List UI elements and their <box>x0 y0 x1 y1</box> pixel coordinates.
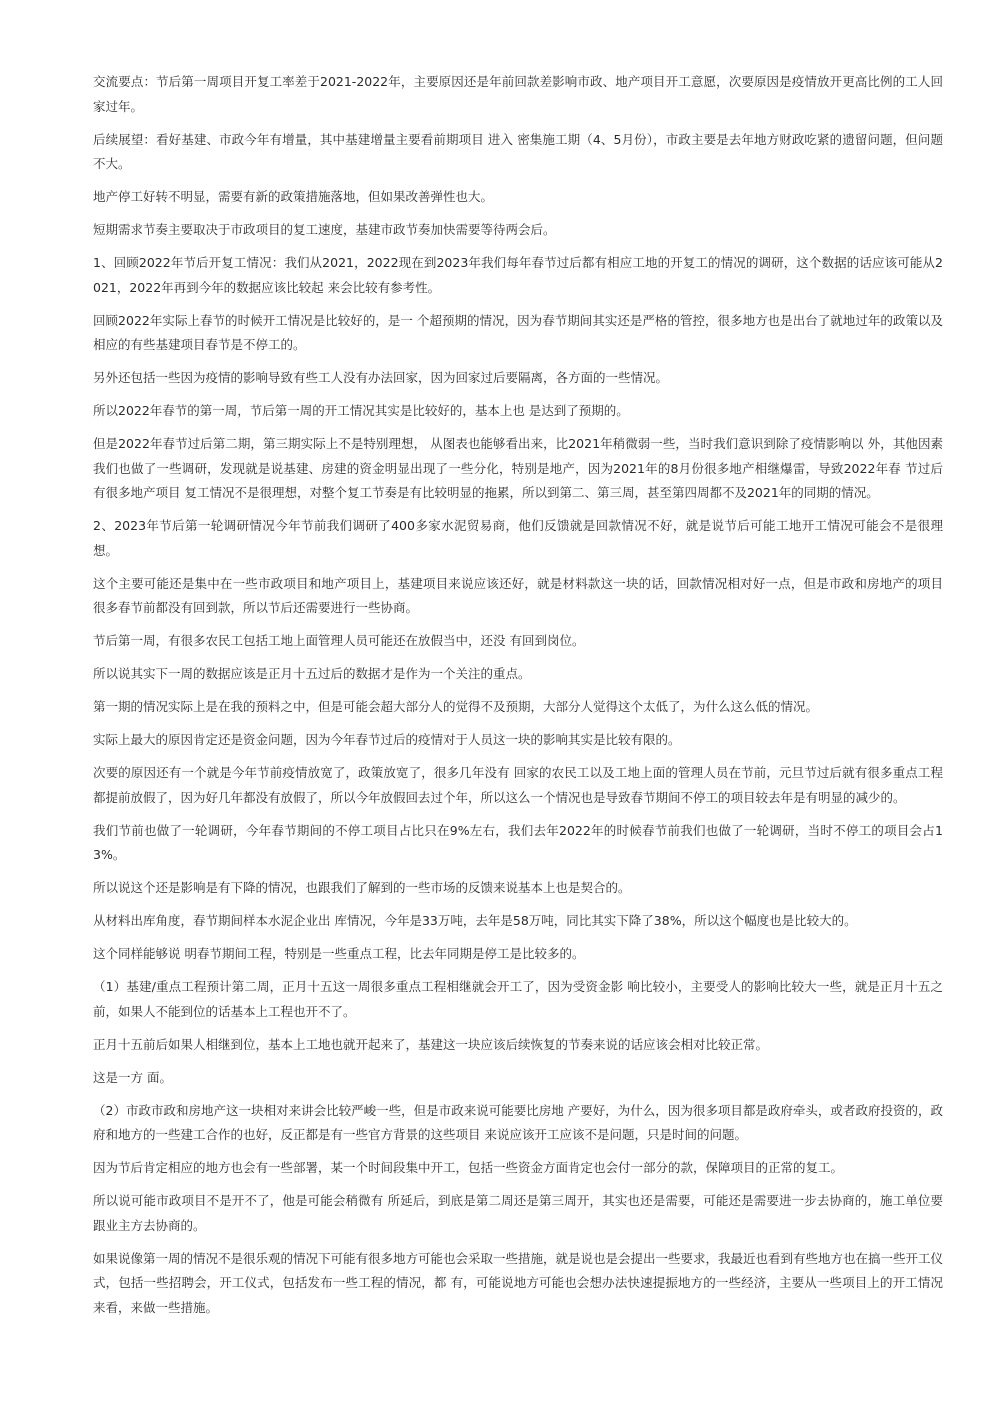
paragraph: 短期需求节奏主要取决于市政项目的复工速度，基建市政节奏加快需要等待两会后。 <box>93 222 556 237</box>
paragraph: 次要的原因还有一个就是今年节前疫情放宽了，政策放宽了，很多几年没有 回家的农民工以及工地上面的管理人员在节前，元旦节过后就有很多重点工程都提前放假了，因为好几年都没有放假了，所以今年放假回去过个年，所以这么一个情况也是导致春节期间不停工的项目较去年是有明显的减少的。 <box>93 765 943 805</box>
paragraph: 正月十五前后如果人相继到位，基本上工地也就开起来了，基建这一块应该后续恢复的节奏来说的话应该会相对比较正常。 <box>93 1036 769 1052</box>
paragraph-subsection-2: （2）市政市政和房地产这一块相对来讲会比较严峻一些，但是市政来说可能要比房地 产要好，为什么，因为很多项目都是政府牵头，或者政府投资的，政府和地方的一些建工合作的也好，反正都是有一些官方背景的这些项目 来说应该开工应该不是问题，只是时间的问题。 <box>93 1102 943 1142</box>
paragraph: 这个主要可能还是集中在一些市政项目和地产项目上，基建项目来说应该还好，就是材料款这一块的话，回款情况相对好一点，但是市政和房地产的项目 很多春节前都没有回到款，所以节后还需要进行一些协商。 <box>93 575 943 615</box>
paragraph: 如果说像第一周的情况不是很乐观的情况下可能有很多地方可能也会采取一些措施，就是说也是会提出一些要求，我最近也看到有些地方也在搞一些开工仪式，包括一些招聘会，开工仪式，包括发布一些工程的情况，都 有，可能说地方可能也会想办法快速提振地方的一些经济，主要从一些项目上的开工情况来看，来做一些措施。 <box>93 1250 944 1315</box>
paragraph: 所以说这个还是影响是有下降的情况，也跟我们了解到的一些市场的反馈来说基本上也是契合的。 <box>93 880 631 895</box>
paragraph: 地产停工好转不明显，需要有新的政策措施落地，但如果改善弹性也大。 <box>93 189 494 204</box>
paragraph-section-2: 2、2023年节后第一轮调研情况今年节前我们调研了400多家水泥贸易商，他们反馈就是回款情况不好，就是说节后可能工地开工情况可能会不是很理想。 <box>93 518 943 558</box>
paragraph-subsection-1: （1）基建/重点工程预计第二周，正月十五这一周很多重点工程相继就会开工了，因为受资金影 响比较小，主要受人的影响比较大一些，就是正月十五之前，如果人不能到位的话基本上工程也开不了。 <box>93 979 943 1019</box>
paragraph: 第一期的情况实际上是在我的预料之中，但是可能会超大部分人的觉得不及预期，大部分人觉得这个太低了，为什么这么低的情况。 <box>93 699 819 714</box>
paragraph: 实际上最大的原因肯定还是资金问题，因为今年春节过后的疫情对于人员这一块的影响其实是比较有限的。 <box>93 732 681 747</box>
paragraph-key-points: 交流要点：节后第一周项目开复工率差于2021-2022年，主要原因还是年前回款差影响市政、地产项目开工意愿，次要原因是疫情放开更高比例的工人回家过年。 <box>93 74 943 114</box>
paragraph: 我们节前也做了一轮调研，今年春节期间的不停工项目占比只在9%左右，我们去年2022年的时候春节前我们也做了一轮调研，当时不停工的项目会占13%。 <box>93 822 943 862</box>
document-body <box>93 70 943 1329</box>
paragraph-outlook: 后续展望：看好基建、市政今年有增量，其中基建增量主要看前期项目 进入 密集施工期（4、5月份），市政主要是去年地方财政吃紧的遗留问题，但问题 不大。 <box>93 131 943 171</box>
paragraph: 节后第一周，有很多农民工包括工地上面管理人员可能还在放假当中，还没 有回到岗位。 <box>93 633 585 648</box>
paragraph: 这个同样能够说 明春节期间工程，特别是一些重点工程，比去年同期是停工是比较多的。 <box>93 946 585 961</box>
paragraph: 所以说可能市政项目不是开不了，他是可能会稍微有 所延后，到底是第二周还是第三周开，其实也还是需要，可能还是需要进一步去协商的，施工单位要跟业主方去协商的。 <box>93 1193 943 1233</box>
paragraph: 这是一方 面。 <box>93 1069 172 1085</box>
paragraph: 回顾2022年实际上春节的时候开工情况是比较好的，是一 个超预期的情况，因为春节期间其实还是严格的管控，很多地方也是出台了就地过年的政策以及相应的有些基建项目春节是不停工的。 <box>93 312 943 352</box>
paragraph: 但是2022年春节过后第二期，第三期实际上不是特别理想， 从图表也能够看出来，比2021年稍微弱一些，当时我们意识到除了疫情影响以 外，其他因素我们也做了一些调研，发现就是说基建、房建的资金明显出现了一些分化，特别是地产，因为2021年的8月份很多地产相继爆雷，导致2022年春 节过后有很多地产项目 复工情况不是很理想，对整个复工节奏是有比较明显的拖累，所以到第二、第三周，甚至第四周都不及2021年的同期的情况。 <box>93 436 943 500</box>
paragraph: 另外还包括一些因为疫情的影响导致有些工人没有办法回家，因为回家过后要隔离，各方面的一些情况。 <box>93 370 669 385</box>
paragraph: 所以2022年春节的第一周，节后第一周的开工情况其实是比较好的，基本上也 是达到了预期的。 <box>93 403 629 418</box>
paragraph: 从材料出库角度，春节期间样本水泥企业出 库情况，今年是33万吨，去年是58万吨，同比其实下降了38%，所以这个幅度也是比较大的。 <box>93 913 857 928</box>
paragraph: 因为节后肯定相应的地方也会有一些部署，某一个时间段集中开工，包括一些资金方面肯定也会付一部分的款，保障项目的正常的复工。 <box>93 1160 844 1175</box>
paragraph: 所以说其实下一周的数据应该是正月十五过后的数据才是作为一个关注的重点。 <box>93 666 531 681</box>
paragraph-section-1: 1、回顾2022年节后开复工情况：我们从2021，2022现在到2023年我们每年春节过后都有相应工地的开复工的情况的调研，这个数据的话应该可能从2021，2022年再到今年的数据应该比较起 来会比较有参考性。 <box>93 255 943 295</box>
